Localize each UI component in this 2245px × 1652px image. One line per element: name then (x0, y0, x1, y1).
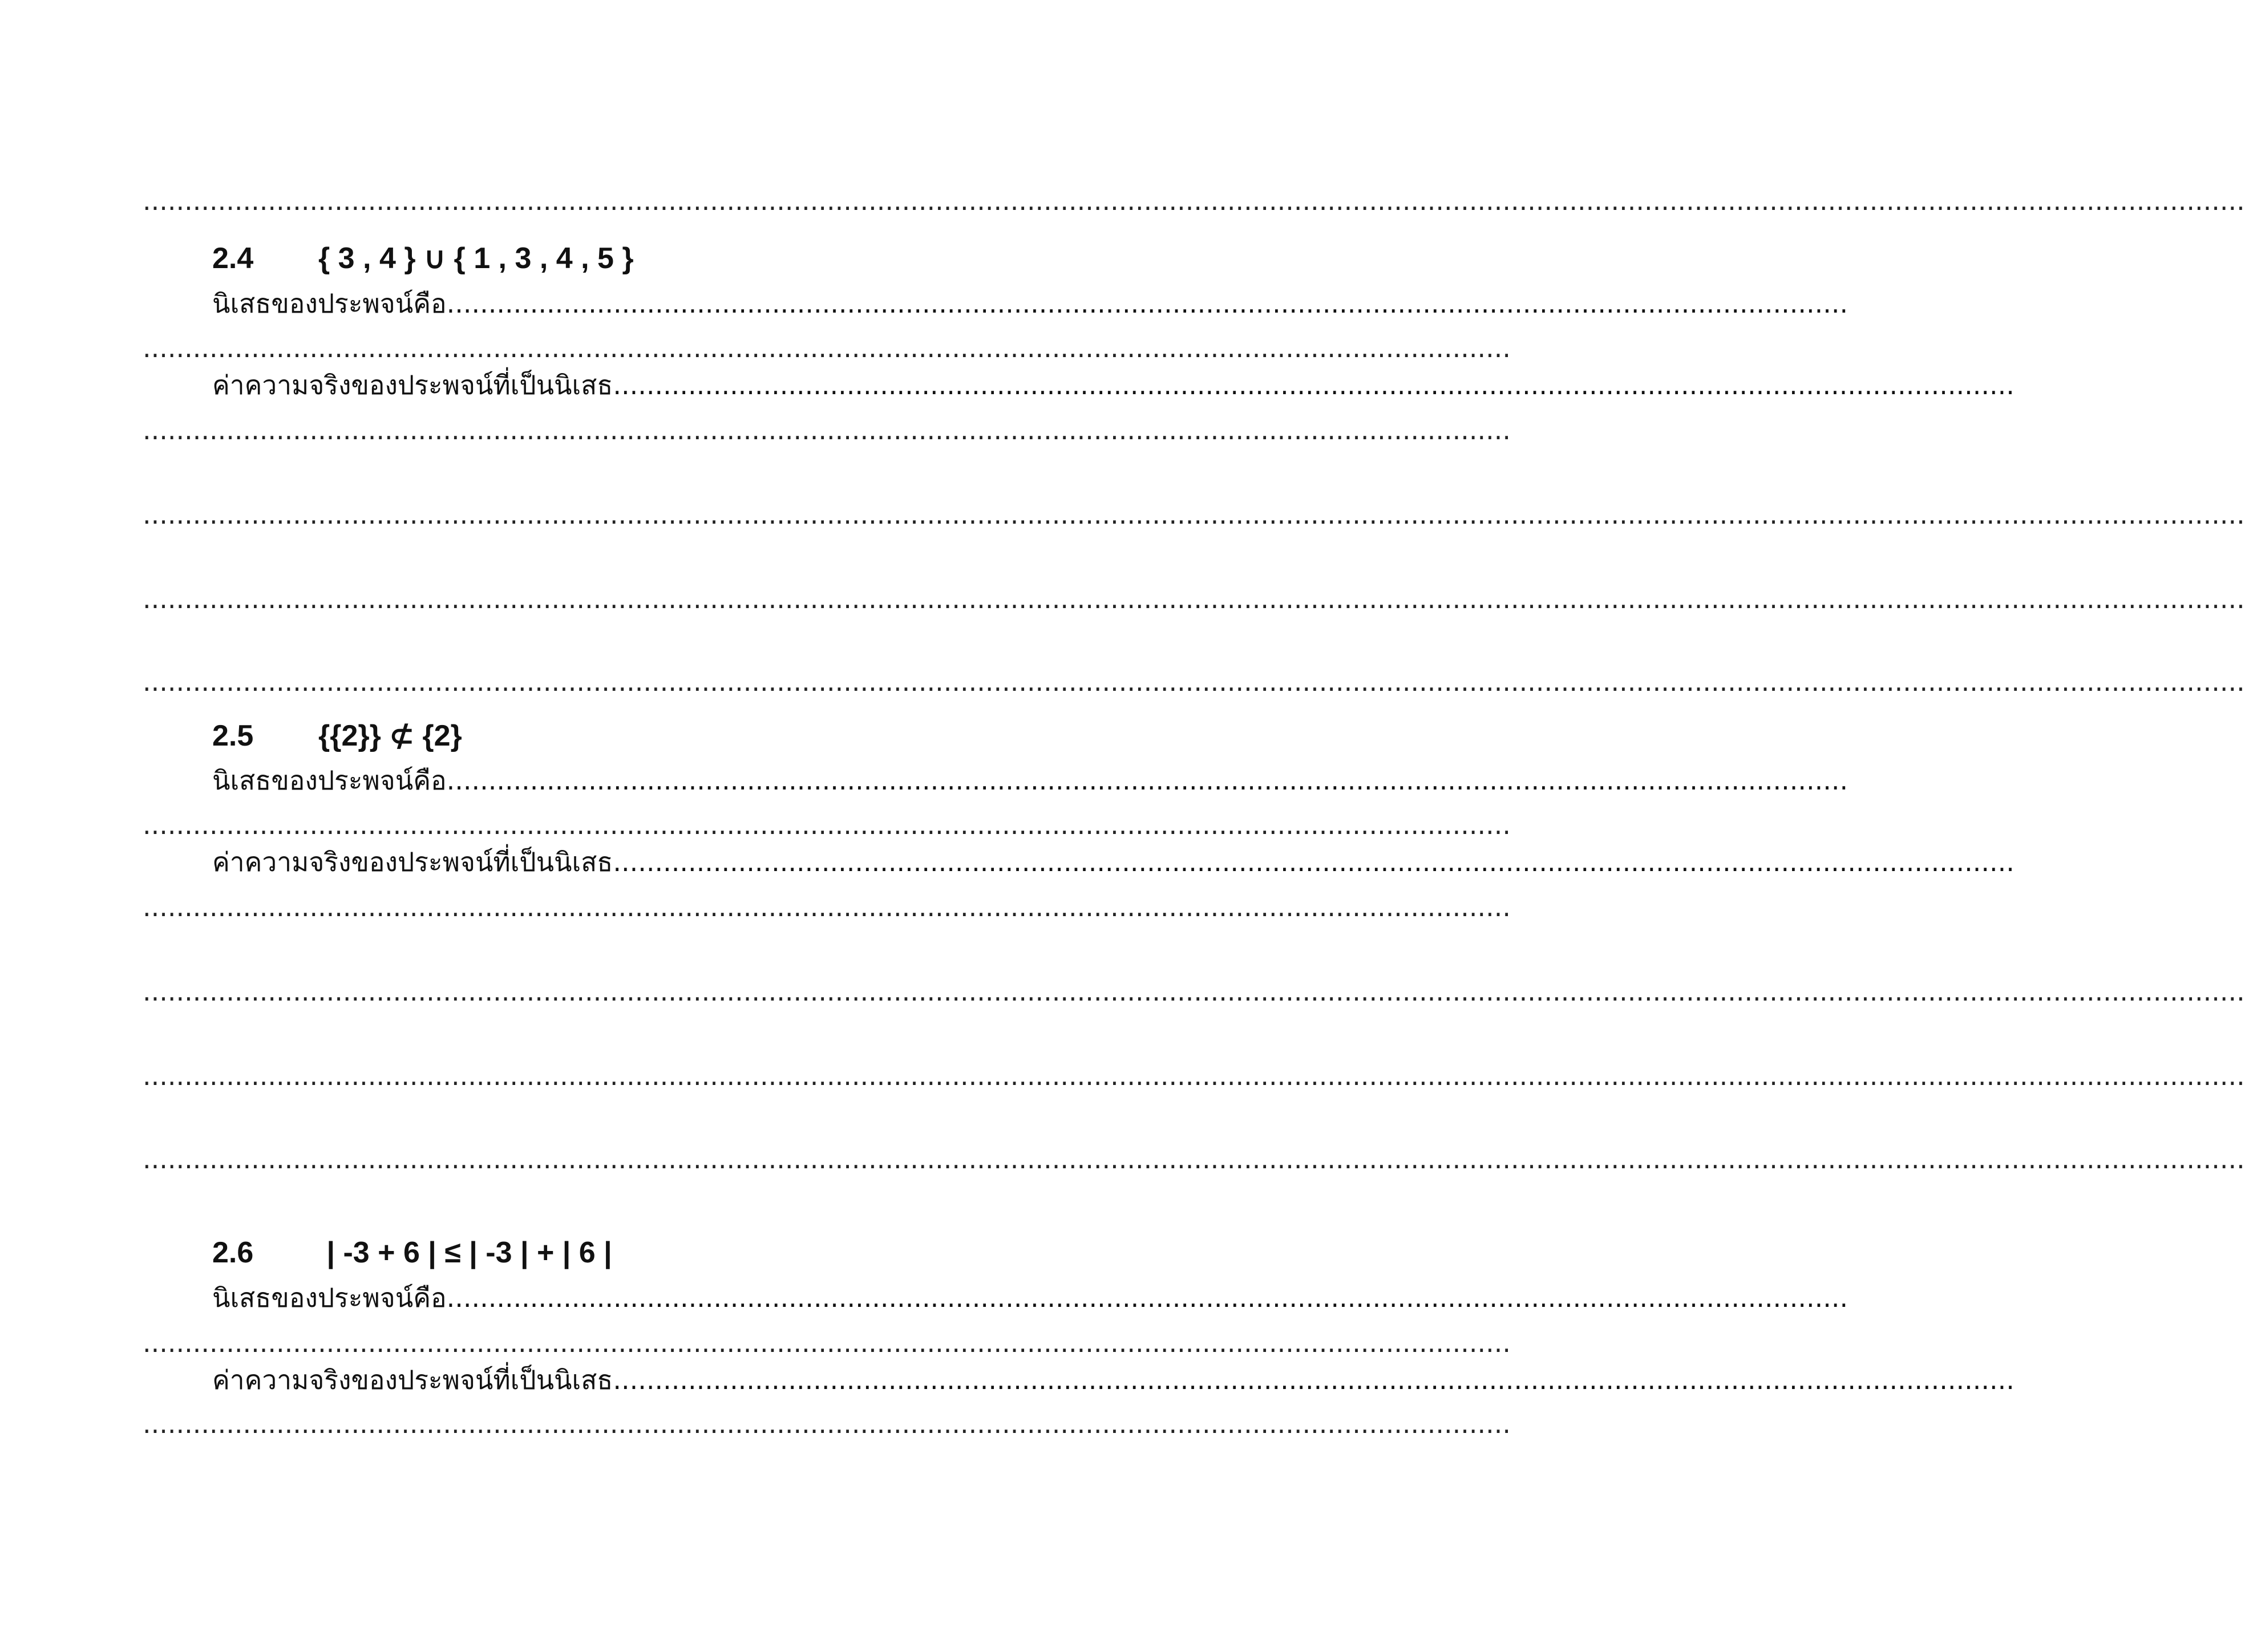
truth-value-label: ค่าความจริงของประพจน์ที่เป็นนิเสธ........................................................................................................................................................................ (212, 370, 2015, 400)
truth-value-label: ค่าความจริงของประพจน์ที่เป็นนิเสธ........................................................................................................................................................................ (212, 1364, 2015, 1395)
answer-line[interactable]: ............................................................................................................................................................................................................................................................ (143, 976, 2245, 1007)
answer-line[interactable]: .................................................................................................................................................................... (143, 892, 1511, 922)
question-heading (212, 717, 462, 755)
answer-line[interactable]: ............................................................................................................................................................................................................................................................ (143, 1144, 2245, 1175)
question-number: 2.4 (212, 242, 254, 275)
answer-line[interactable]: .................................................................................................................................................................... (143, 333, 1511, 363)
answer-line[interactable]: .................................................................................................................................................................... (143, 1408, 1511, 1439)
answer-line[interactable]: ............................................................................................................................................................................................................................................................ (143, 185, 2245, 216)
question-statement: { 3 , 4 } ∪ { 1 , 3 , 4 , 5 } (318, 242, 634, 275)
question-heading (212, 1234, 612, 1272)
negation-label: นิเสธของประพจน์คือ........................................................................................................................................................................ (212, 765, 1848, 796)
answer-line[interactable]: ............................................................................................................................................................................................................................................................ (143, 499, 2245, 530)
answer-line[interactable]: ............................................................................................................................................................................................................................................................ (143, 666, 2245, 697)
negation-label: นิเสธของประพจน์คือ........................................................................................................................................................................ (212, 288, 1848, 319)
truth-value-label: ค่าความจริงของประพจน์ที่เป็นนิเสธ........................................................................................................................................................................ (212, 847, 2015, 877)
answer-line[interactable]: ............................................................................................................................................................................................................................................................ (143, 584, 2245, 614)
answer-line[interactable]: .................................................................................................................................................................... (143, 415, 1511, 446)
question-statement: | -3 + 6 | ≤ | -3 | + | 6 | (318, 1236, 612, 1269)
answer-line[interactable]: .................................................................................................................................................................... (143, 1327, 1511, 1358)
question-statement: {{2}} ⊄ {2} (318, 719, 462, 752)
question-heading (212, 240, 634, 277)
answer-line[interactable]: ............................................................................................................................................................................................................................................................ (143, 1060, 2245, 1091)
answer-line[interactable]: .................................................................................................................................................................... (143, 809, 1511, 840)
question-number: 2.5 (212, 719, 254, 752)
question-number: 2.6 (212, 1236, 254, 1269)
negation-label: นิเสธของประพจน์คือ........................................................................................................................................................................ (212, 1282, 1848, 1313)
